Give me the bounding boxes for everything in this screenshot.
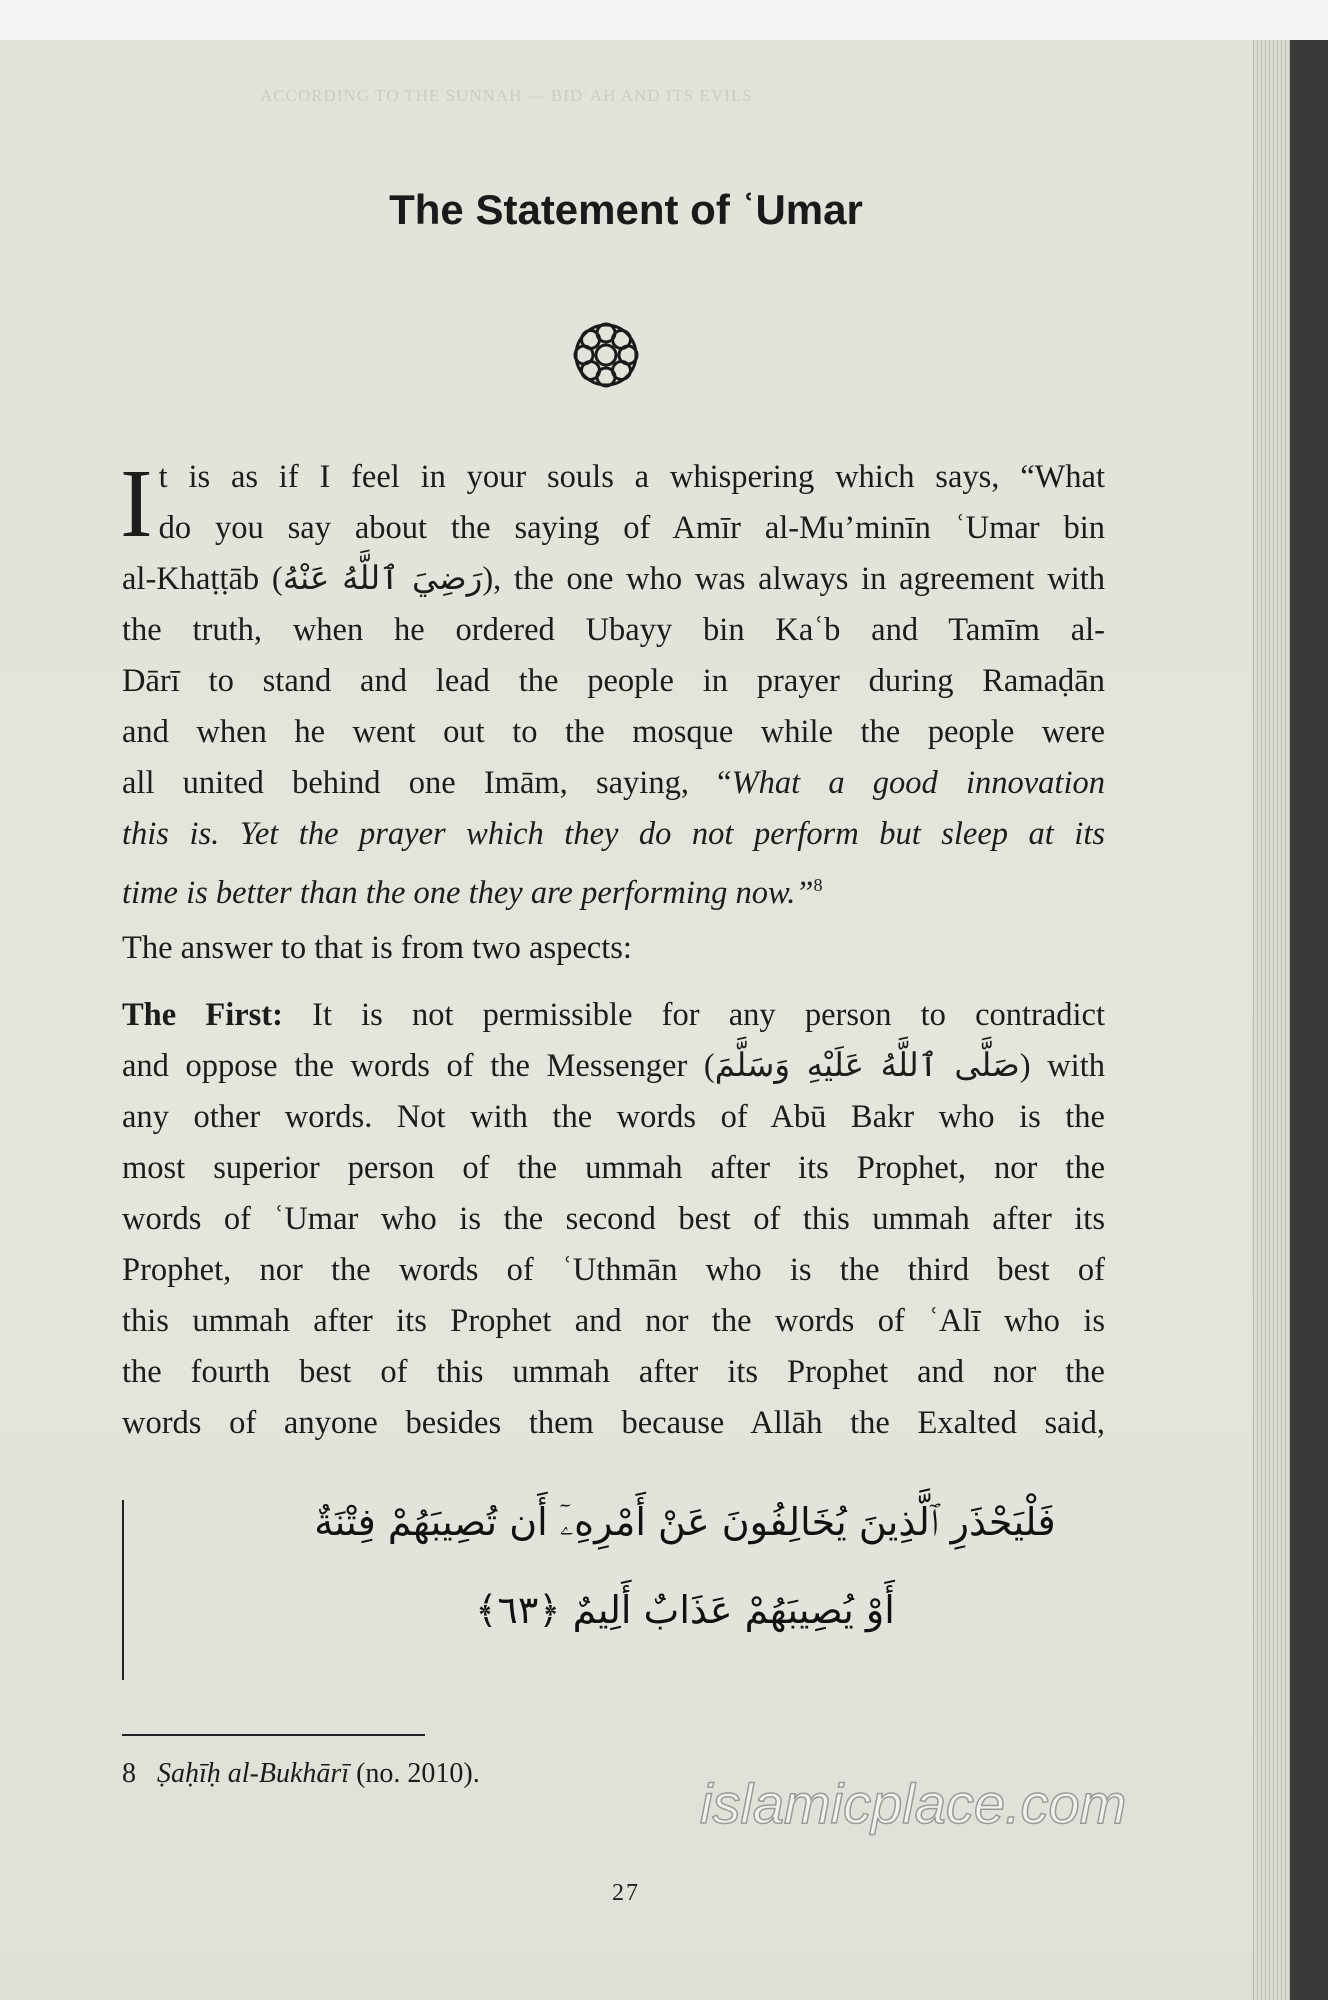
- text-line: the fourth best of this ummah after its Prophet and nor the: [122, 1354, 1105, 1390]
- text-line: t is as if I feel in your souls a whispering which says, “What: [158, 459, 1105, 495]
- footnote-detail: (no. 2010).: [349, 1758, 480, 1789]
- text-line: al-Khaṭṭāb (رَضِيَ ٱللَّهُ عَنْهُ), the one who was always in agreement with: [122, 561, 1106, 597]
- footnote-rule: [122, 1734, 425, 1736]
- text-line: words of anyone besides them because Allāh the Exalted said,: [122, 1405, 1105, 1441]
- text-line: the truth, when he ordered Ubayy bin Kaʿb and Tamīm al-: [122, 612, 1105, 648]
- drop-cap: I: [120, 450, 153, 558]
- quran-verse-line: أَوْ يُصِيبَهُمْ عَذَابٌ أَلِيمٌ ﴿٦٣﴾: [475, 1588, 895, 1632]
- paragraph-first-aspect: [122, 990, 1105, 1449]
- italic-quote: What a good innovation: [731, 765, 1105, 801]
- text-line: words of ʿUmar who is the second best of this ummah after its: [122, 1201, 1105, 1237]
- text-line: any other words. Not with the words of Abū Bakr who is the: [122, 1099, 1105, 1135]
- footnote-number: 8: [122, 1758, 136, 1789]
- aspect-label: The First:: [122, 997, 283, 1033]
- footnote-ref: 8: [813, 875, 823, 895]
- text-line: and when he went out to the mosque while the people were: [122, 714, 1105, 750]
- footnote-source: Ṣaḥīḥ al-Bukhārī: [157, 1758, 350, 1789]
- paragraph-quote-question: [122, 452, 1105, 911]
- italic-quote: time is better than the one they are performing now.”: [122, 874, 814, 911]
- text-line: The answer to that is from two aspects:: [122, 930, 632, 966]
- ornament-icon: [566, 315, 646, 395]
- footnote: [122, 1758, 480, 1790]
- text-line: do you say about the saying of Amīr al-Mu’minīn ʿUmar bin: [158, 510, 1105, 546]
- chapter-title: The Statement of ʿUmar: [389, 186, 863, 233]
- text-line: Prophet, nor the words of ʿUthmān who is the third best of: [122, 1252, 1105, 1288]
- text-line: and oppose the words of the Messenger (صَلَّى ٱللَّهُ عَلَيْهِ وَسَلَّمَ) with: [122, 1048, 1105, 1084]
- text-line: Dārī to stand and lead the people in prayer during Ramaḍān: [122, 663, 1105, 699]
- watermark: islamicplace.com: [700, 1772, 1127, 1835]
- running-header-bleedthrough: ACCORDING TO THE SUNNAH — BIDʿAH AND ITS EVILS: [260, 86, 753, 105]
- quran-quote-bar: [122, 1500, 124, 1680]
- text-line: [122, 990, 1105, 1041]
- text-line: [122, 860, 1105, 911]
- text-segment: It is not permissible for any person to contradict: [282, 997, 1106, 1033]
- italic-quote-line: this is. Yet the prayer which they do not perform but sleep at its: [122, 816, 1105, 852]
- answer-intro: [122, 923, 1105, 974]
- text-line: this ummah after its Prophet and nor the words of ʿAlī who is: [122, 1303, 1105, 1339]
- background: [0, 0, 1328, 40]
- text-line: most superior person of the ummah after its Prophet, nor the: [122, 1150, 1105, 1186]
- text-segment: all united behind one Imām, saying, “: [122, 765, 732, 801]
- page-number: 27: [612, 1880, 640, 1906]
- quran-verse-line: فَلْيَحْذَرِ ٱلَّذِينَ يُخَالِفُونَ عَنْ أَمْرِهِۦٓ أَن تُصِيبَهُمْ فِتْنَةٌ: [314, 1500, 1056, 1544]
- text-line: [122, 758, 1105, 809]
